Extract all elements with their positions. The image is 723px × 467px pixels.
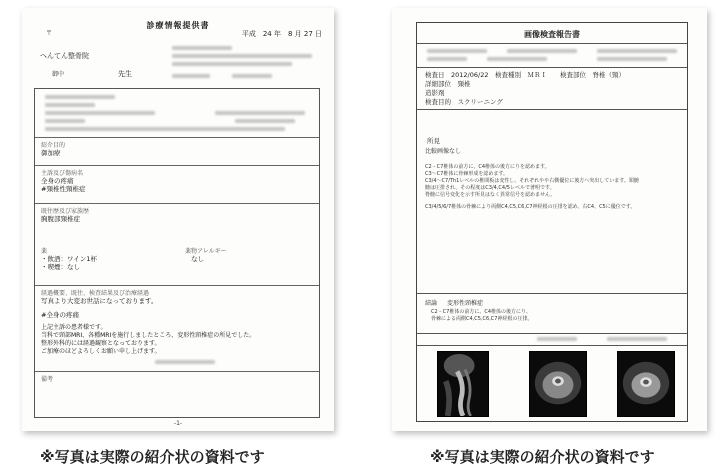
course-text: 上記主訴の患者様です。 [41, 324, 107, 331]
finding-line: C3〜C7椎体に骨棘形成を認めます。 [425, 171, 508, 177]
course-text: 整形外科的には経過観察となっております。 [41, 340, 161, 347]
divider [417, 333, 687, 334]
conclusion-label: 結論 [425, 300, 438, 307]
redacted-text [427, 49, 487, 53]
redacted-text [235, 119, 295, 123]
mri-axial-image-1 [529, 351, 587, 417]
diagnosis-line: 全身の疼痛 [41, 177, 74, 185]
redacted-text [45, 119, 85, 123]
course-section [35, 285, 319, 371]
course-text: ご加療のほどよろしくお願い申し上げます。 [41, 348, 161, 355]
history-label: 既往歴及び家族歴 [41, 208, 90, 215]
drug-label: 薬 [41, 248, 48, 255]
exam-info: 検査日 2012/06/22 検査種別 ＭＲＩ 検査部位 脊椎（頸） [425, 71, 625, 79]
finding-line: C3/4/5/6/7椎体の骨棘により両側C4,C5,C6,C7神経根の圧排を認め、右C4、C5に優位です。 [425, 204, 636, 210]
redacted-text [507, 49, 577, 53]
allergy-value: なし [191, 255, 204, 263]
history-value: 胸腹部頸椎症 [41, 215, 80, 223]
redacted-text [427, 57, 467, 61]
course-text: 当科で頸部MRI、各種MRIを施行しましたところ、変形性頸椎症の所見でした。 [41, 332, 256, 339]
exam-purpose: 検査目的 スクリーニング [425, 98, 503, 106]
history-section [35, 203, 319, 285]
diagnosis-section [35, 165, 319, 203]
diagnosis-line: #頸椎性頸椎症 [41, 185, 86, 193]
document-title: 診療情報提供書 [146, 21, 210, 30]
purpose-value: 御加療 [41, 149, 61, 157]
postal-mark: 〒 [46, 30, 53, 37]
document-date: 平成 24 年 8 月 27 日 [241, 30, 322, 38]
divider [417, 109, 687, 110]
redacted-text [215, 111, 305, 115]
mri-sagittal-image [437, 351, 489, 417]
referral-form-table [34, 88, 320, 418]
divider [417, 345, 687, 346]
report-frame [416, 22, 688, 422]
finding-line: 髄は圧排され、その程度はC3/4,C4/5レベルで著明です。 [425, 185, 555, 191]
recipient-name: へんてん整骨院 [40, 52, 89, 60]
mri-axial-image-2 [617, 351, 675, 417]
detail-part: 詳細部位 頸椎 [425, 80, 471, 88]
imaging-report-document [392, 8, 707, 431]
course-line: 写真より大変お世話になっております。 [41, 297, 158, 305]
redacted-text [607, 337, 667, 341]
redacted-text [45, 111, 155, 115]
notes-section [35, 371, 319, 417]
finding-line: C2 - C7椎体の前方に、C4椎体の後方にりを認めます。 [425, 164, 550, 170]
redacted-text [597, 57, 667, 61]
conclusion-line: 変形性頸椎症 [447, 300, 484, 307]
diagnosis-label: 主訴及び傷病名 [41, 170, 84, 177]
department-label: 御中 [52, 71, 65, 78]
conclusion-line: C2 - C7椎体の前方に、C4椎体の後方にり、 [431, 309, 532, 315]
allergy-label: 薬物アレルギー [185, 248, 227, 255]
redacted-text [45, 103, 95, 107]
redacted-text [487, 57, 547, 61]
redacted-text [172, 54, 312, 58]
redacted-text [45, 95, 115, 99]
divider [417, 43, 687, 44]
redacted-text [45, 127, 285, 131]
redacted-text [172, 46, 232, 50]
redacted-text [172, 74, 210, 78]
redacted-text [537, 337, 577, 341]
redacted-text [232, 74, 272, 78]
purpose-section [35, 137, 319, 165]
finding-line: C3/4〜C7/Th1レベルの椎間板は変性し、それぞれやや右側優位に後方へ突出しています。頸髄 [425, 178, 639, 184]
redacted-text [155, 360, 215, 364]
finding-line: 脊髄に信号変化を示す所見はなく異常信号を認めません。 [425, 192, 556, 198]
course-sub: #全身の疼痛 [41, 311, 79, 319]
divider [417, 67, 687, 68]
document-title: 画像検査報告書 [524, 30, 580, 39]
purpose-label: 紹介目的 [41, 142, 66, 149]
course-label: 経過概要、既往、検査結果及び治療経過 [41, 290, 150, 297]
referral-letter-document [22, 8, 334, 431]
doctor-suffix: 先生 [118, 70, 132, 78]
page-number: -1- [173, 420, 183, 427]
caption-left: ※写真は実際の紹介状の資料です [40, 448, 265, 466]
redacted-text [172, 62, 292, 66]
comparison-note: 比較画像なし [425, 148, 462, 155]
lifestyle-line: ・喫煙：なし [41, 263, 80, 271]
divider [417, 293, 687, 294]
conclusion-line: 骨棘による両側C4,C5,C6,C7神経根の圧排。 [431, 316, 533, 322]
findings-label: 所見 [427, 137, 440, 145]
contrast-agent: 造影剤 [425, 89, 445, 97]
caption-right: ※写真は実際の紹介状の資料です [430, 448, 655, 466]
redacted-text [597, 49, 677, 53]
lifestyle-line: ・飲酒：ワイン1杯 [41, 255, 97, 263]
notes-label: 備考 [41, 376, 54, 383]
